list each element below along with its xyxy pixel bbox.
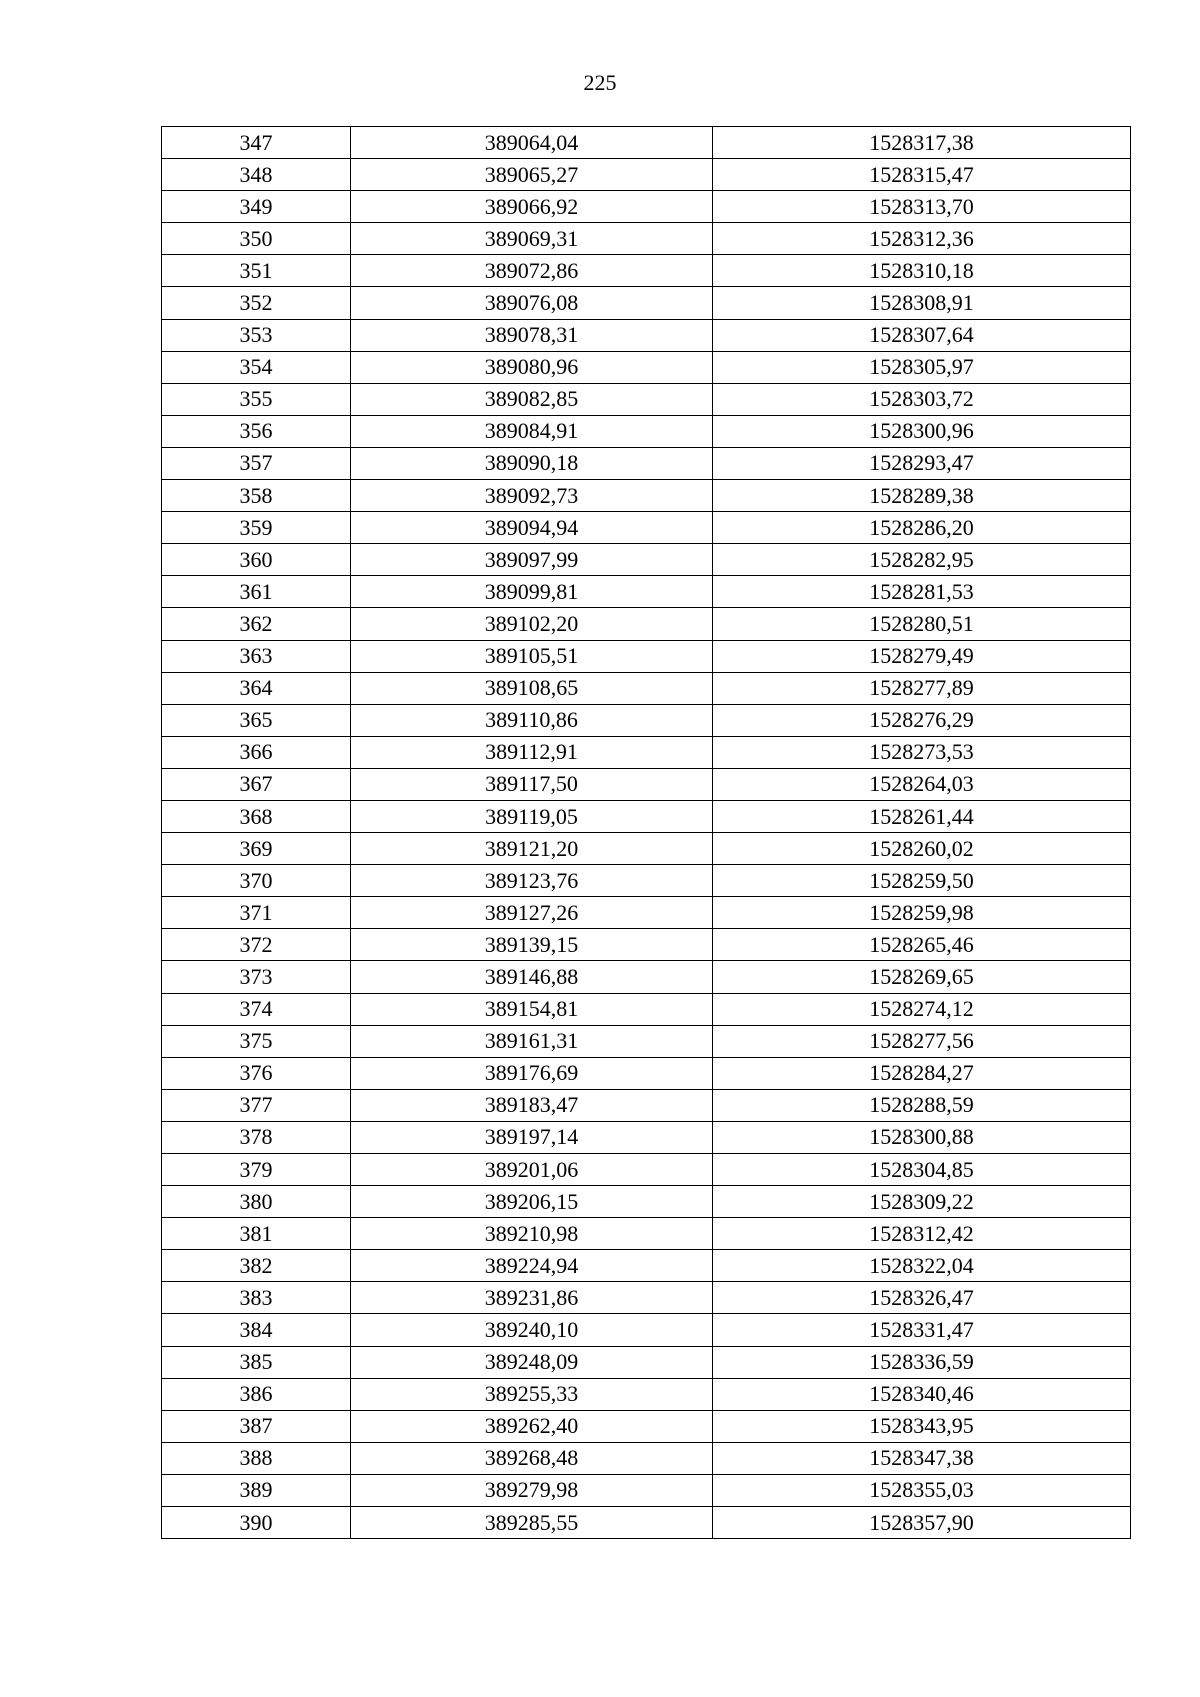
x-coordinate-cell: 389285,55 [351,1507,713,1539]
table-row [162,929,1131,961]
point-number-cell: 375 [162,1025,351,1057]
point-number-cell: 386 [162,1378,351,1410]
point-number-cell: 390 [162,1507,351,1539]
point-number-cell: 347 [162,127,351,159]
table-row [162,415,1131,447]
point-number-cell: 376 [162,1057,351,1089]
point-number-cell: 379 [162,1154,351,1186]
y-coordinate-cell: 1528279,49 [713,640,1131,672]
y-coordinate-cell: 1528304,85 [713,1154,1131,1186]
x-coordinate-cell: 389069,31 [351,223,713,255]
y-coordinate-cell: 1528303,72 [713,383,1131,415]
y-coordinate-cell: 1528281,53 [713,576,1131,608]
point-number-cell: 374 [162,993,351,1025]
table-row [162,1186,1131,1218]
table-row [162,672,1131,704]
x-coordinate-cell: 389146,88 [351,961,713,993]
table-row [162,1314,1131,1346]
point-number-cell: 363 [162,640,351,672]
y-coordinate-cell: 1528269,65 [713,961,1131,993]
table-row [162,1025,1131,1057]
x-coordinate-cell: 389110,86 [351,704,713,736]
x-coordinate-cell: 389092,73 [351,480,713,512]
x-coordinate-cell: 389248,09 [351,1346,713,1378]
y-coordinate-cell: 1528307,64 [713,319,1131,351]
y-coordinate-cell: 1528312,42 [713,1218,1131,1250]
table-row [162,480,1131,512]
x-coordinate-cell: 389097,99 [351,544,713,576]
point-number-cell: 353 [162,319,351,351]
point-number-cell: 378 [162,1121,351,1153]
point-number-cell: 357 [162,447,351,479]
y-coordinate-cell: 1528261,44 [713,800,1131,832]
table-row [162,544,1131,576]
table-row [162,512,1131,544]
y-coordinate-cell: 1528343,95 [713,1410,1131,1442]
point-number-cell: 382 [162,1250,351,1282]
y-coordinate-cell: 1528280,51 [713,608,1131,640]
y-coordinate-cell: 1528326,47 [713,1282,1131,1314]
table-row [162,255,1131,287]
x-coordinate-cell: 389210,98 [351,1218,713,1250]
y-coordinate-cell: 1528312,36 [713,223,1131,255]
y-coordinate-cell: 1528259,50 [713,865,1131,897]
point-number-cell: 369 [162,833,351,865]
table-row [162,1410,1131,1442]
y-coordinate-cell: 1528317,38 [713,127,1131,159]
point-number-cell: 356 [162,415,351,447]
x-coordinate-cell: 389201,06 [351,1154,713,1186]
y-coordinate-cell: 1528347,38 [713,1442,1131,1474]
point-number-cell: 377 [162,1089,351,1121]
point-number-cell: 371 [162,897,351,929]
x-coordinate-cell: 389121,20 [351,833,713,865]
table-row [162,993,1131,1025]
table-row [162,768,1131,800]
table-row [162,127,1131,159]
x-coordinate-cell: 389065,27 [351,159,713,191]
point-number-cell: 384 [162,1314,351,1346]
table-row [162,191,1131,223]
point-number-cell: 380 [162,1186,351,1218]
coordinates-table [161,126,1131,1539]
coordinates-table-body [162,127,1131,1539]
point-number-cell: 358 [162,480,351,512]
x-coordinate-cell: 389099,81 [351,576,713,608]
point-number-cell: 364 [162,672,351,704]
table-row [162,287,1131,319]
table-row [162,159,1131,191]
y-coordinate-cell: 1528264,03 [713,768,1131,800]
x-coordinate-cell: 389183,47 [351,1089,713,1121]
table-row [162,1057,1131,1089]
point-number-cell: 354 [162,351,351,383]
table-row [162,1378,1131,1410]
x-coordinate-cell: 389064,04 [351,127,713,159]
point-number-cell: 383 [162,1282,351,1314]
point-number-cell: 361 [162,576,351,608]
y-coordinate-cell: 1528289,38 [713,480,1131,512]
x-coordinate-cell: 389240,10 [351,1314,713,1346]
table-row [162,800,1131,832]
table-row [162,608,1131,640]
table-row [162,1474,1131,1506]
table-row [162,736,1131,768]
table-row [162,833,1131,865]
x-coordinate-cell: 389279,98 [351,1474,713,1506]
x-coordinate-cell: 389255,33 [351,1378,713,1410]
x-coordinate-cell: 389112,91 [351,736,713,768]
x-coordinate-cell: 389197,14 [351,1121,713,1153]
y-coordinate-cell: 1528310,18 [713,255,1131,287]
x-coordinate-cell: 389154,81 [351,993,713,1025]
y-coordinate-cell: 1528357,90 [713,1507,1131,1539]
table-row [162,223,1131,255]
table-row [162,351,1131,383]
x-coordinate-cell: 389084,91 [351,415,713,447]
x-coordinate-cell: 389176,69 [351,1057,713,1089]
x-coordinate-cell: 389262,40 [351,1410,713,1442]
x-coordinate-cell: 389076,08 [351,287,713,319]
point-number-cell: 368 [162,800,351,832]
point-number-cell: 351 [162,255,351,287]
y-coordinate-cell: 1528315,47 [713,159,1131,191]
x-coordinate-cell: 389161,31 [351,1025,713,1057]
table-row [162,1282,1131,1314]
table-row [162,1089,1131,1121]
point-number-cell: 359 [162,512,351,544]
point-number-cell: 367 [162,768,351,800]
x-coordinate-cell: 389139,15 [351,929,713,961]
x-coordinate-cell: 389066,92 [351,191,713,223]
point-number-cell: 366 [162,736,351,768]
y-coordinate-cell: 1528260,02 [713,833,1131,865]
x-coordinate-cell: 389105,51 [351,640,713,672]
y-coordinate-cell: 1528277,56 [713,1025,1131,1057]
point-number-cell: 350 [162,223,351,255]
page-number: 225 [583,70,617,95]
table-row [162,383,1131,415]
table-row [162,640,1131,672]
point-number-cell: 362 [162,608,351,640]
y-coordinate-cell: 1528313,70 [713,191,1131,223]
point-number-cell: 360 [162,544,351,576]
y-coordinate-cell: 1528331,47 [713,1314,1131,1346]
y-coordinate-cell: 1528308,91 [713,287,1131,319]
point-number-cell: 365 [162,704,351,736]
x-coordinate-cell: 389127,26 [351,897,713,929]
point-number-cell: 387 [162,1410,351,1442]
x-coordinate-cell: 389117,50 [351,768,713,800]
y-coordinate-cell: 1528293,47 [713,447,1131,479]
point-number-cell: 372 [162,929,351,961]
point-number-cell: 388 [162,1442,351,1474]
x-coordinate-cell: 389090,18 [351,447,713,479]
x-coordinate-cell: 389224,94 [351,1250,713,1282]
x-coordinate-cell: 389102,20 [351,608,713,640]
table-row [162,447,1131,479]
x-coordinate-cell: 389108,65 [351,672,713,704]
y-coordinate-cell: 1528305,97 [713,351,1131,383]
x-coordinate-cell: 389123,76 [351,865,713,897]
y-coordinate-cell: 1528322,04 [713,1250,1131,1282]
y-coordinate-cell: 1528340,46 [713,1378,1131,1410]
table-row [162,961,1131,993]
y-coordinate-cell: 1528309,22 [713,1186,1131,1218]
table-row [162,1507,1131,1539]
y-coordinate-cell: 1528274,12 [713,993,1131,1025]
y-coordinate-cell: 1528300,96 [713,415,1131,447]
table-row [162,1154,1131,1186]
x-coordinate-cell: 389206,15 [351,1186,713,1218]
table-row [162,576,1131,608]
y-coordinate-cell: 1528277,89 [713,672,1131,704]
x-coordinate-cell: 389072,86 [351,255,713,287]
x-coordinate-cell: 389268,48 [351,1442,713,1474]
y-coordinate-cell: 1528336,59 [713,1346,1131,1378]
y-coordinate-cell: 1528288,59 [713,1089,1131,1121]
x-coordinate-cell: 389231,86 [351,1282,713,1314]
y-coordinate-cell: 1528284,27 [713,1057,1131,1089]
table-row [162,1250,1131,1282]
y-coordinate-cell: 1528355,03 [713,1474,1131,1506]
y-coordinate-cell: 1528265,46 [713,929,1131,961]
table-row [162,865,1131,897]
table-row [162,1218,1131,1250]
point-number-cell: 373 [162,961,351,993]
table-row [162,1346,1131,1378]
x-coordinate-cell: 389080,96 [351,351,713,383]
point-number-cell: 355 [162,383,351,415]
point-number-cell: 370 [162,865,351,897]
table-row [162,704,1131,736]
point-number-cell: 389 [162,1474,351,1506]
point-number-cell: 352 [162,287,351,319]
y-coordinate-cell: 1528259,98 [713,897,1131,929]
x-coordinate-cell: 389082,85 [351,383,713,415]
table-row [162,1442,1131,1474]
table-row [162,897,1131,929]
x-coordinate-cell: 389094,94 [351,512,713,544]
table-row [162,319,1131,351]
point-number-cell: 381 [162,1218,351,1250]
point-number-cell: 349 [162,191,351,223]
point-number-cell: 348 [162,159,351,191]
x-coordinate-cell: 389119,05 [351,800,713,832]
y-coordinate-cell: 1528276,29 [713,704,1131,736]
y-coordinate-cell: 1528282,95 [713,544,1131,576]
x-coordinate-cell: 389078,31 [351,319,713,351]
y-coordinate-cell: 1528273,53 [713,736,1131,768]
table-row [162,1121,1131,1153]
point-number-cell: 385 [162,1346,351,1378]
y-coordinate-cell: 1528300,88 [713,1121,1131,1153]
y-coordinate-cell: 1528286,20 [713,512,1131,544]
